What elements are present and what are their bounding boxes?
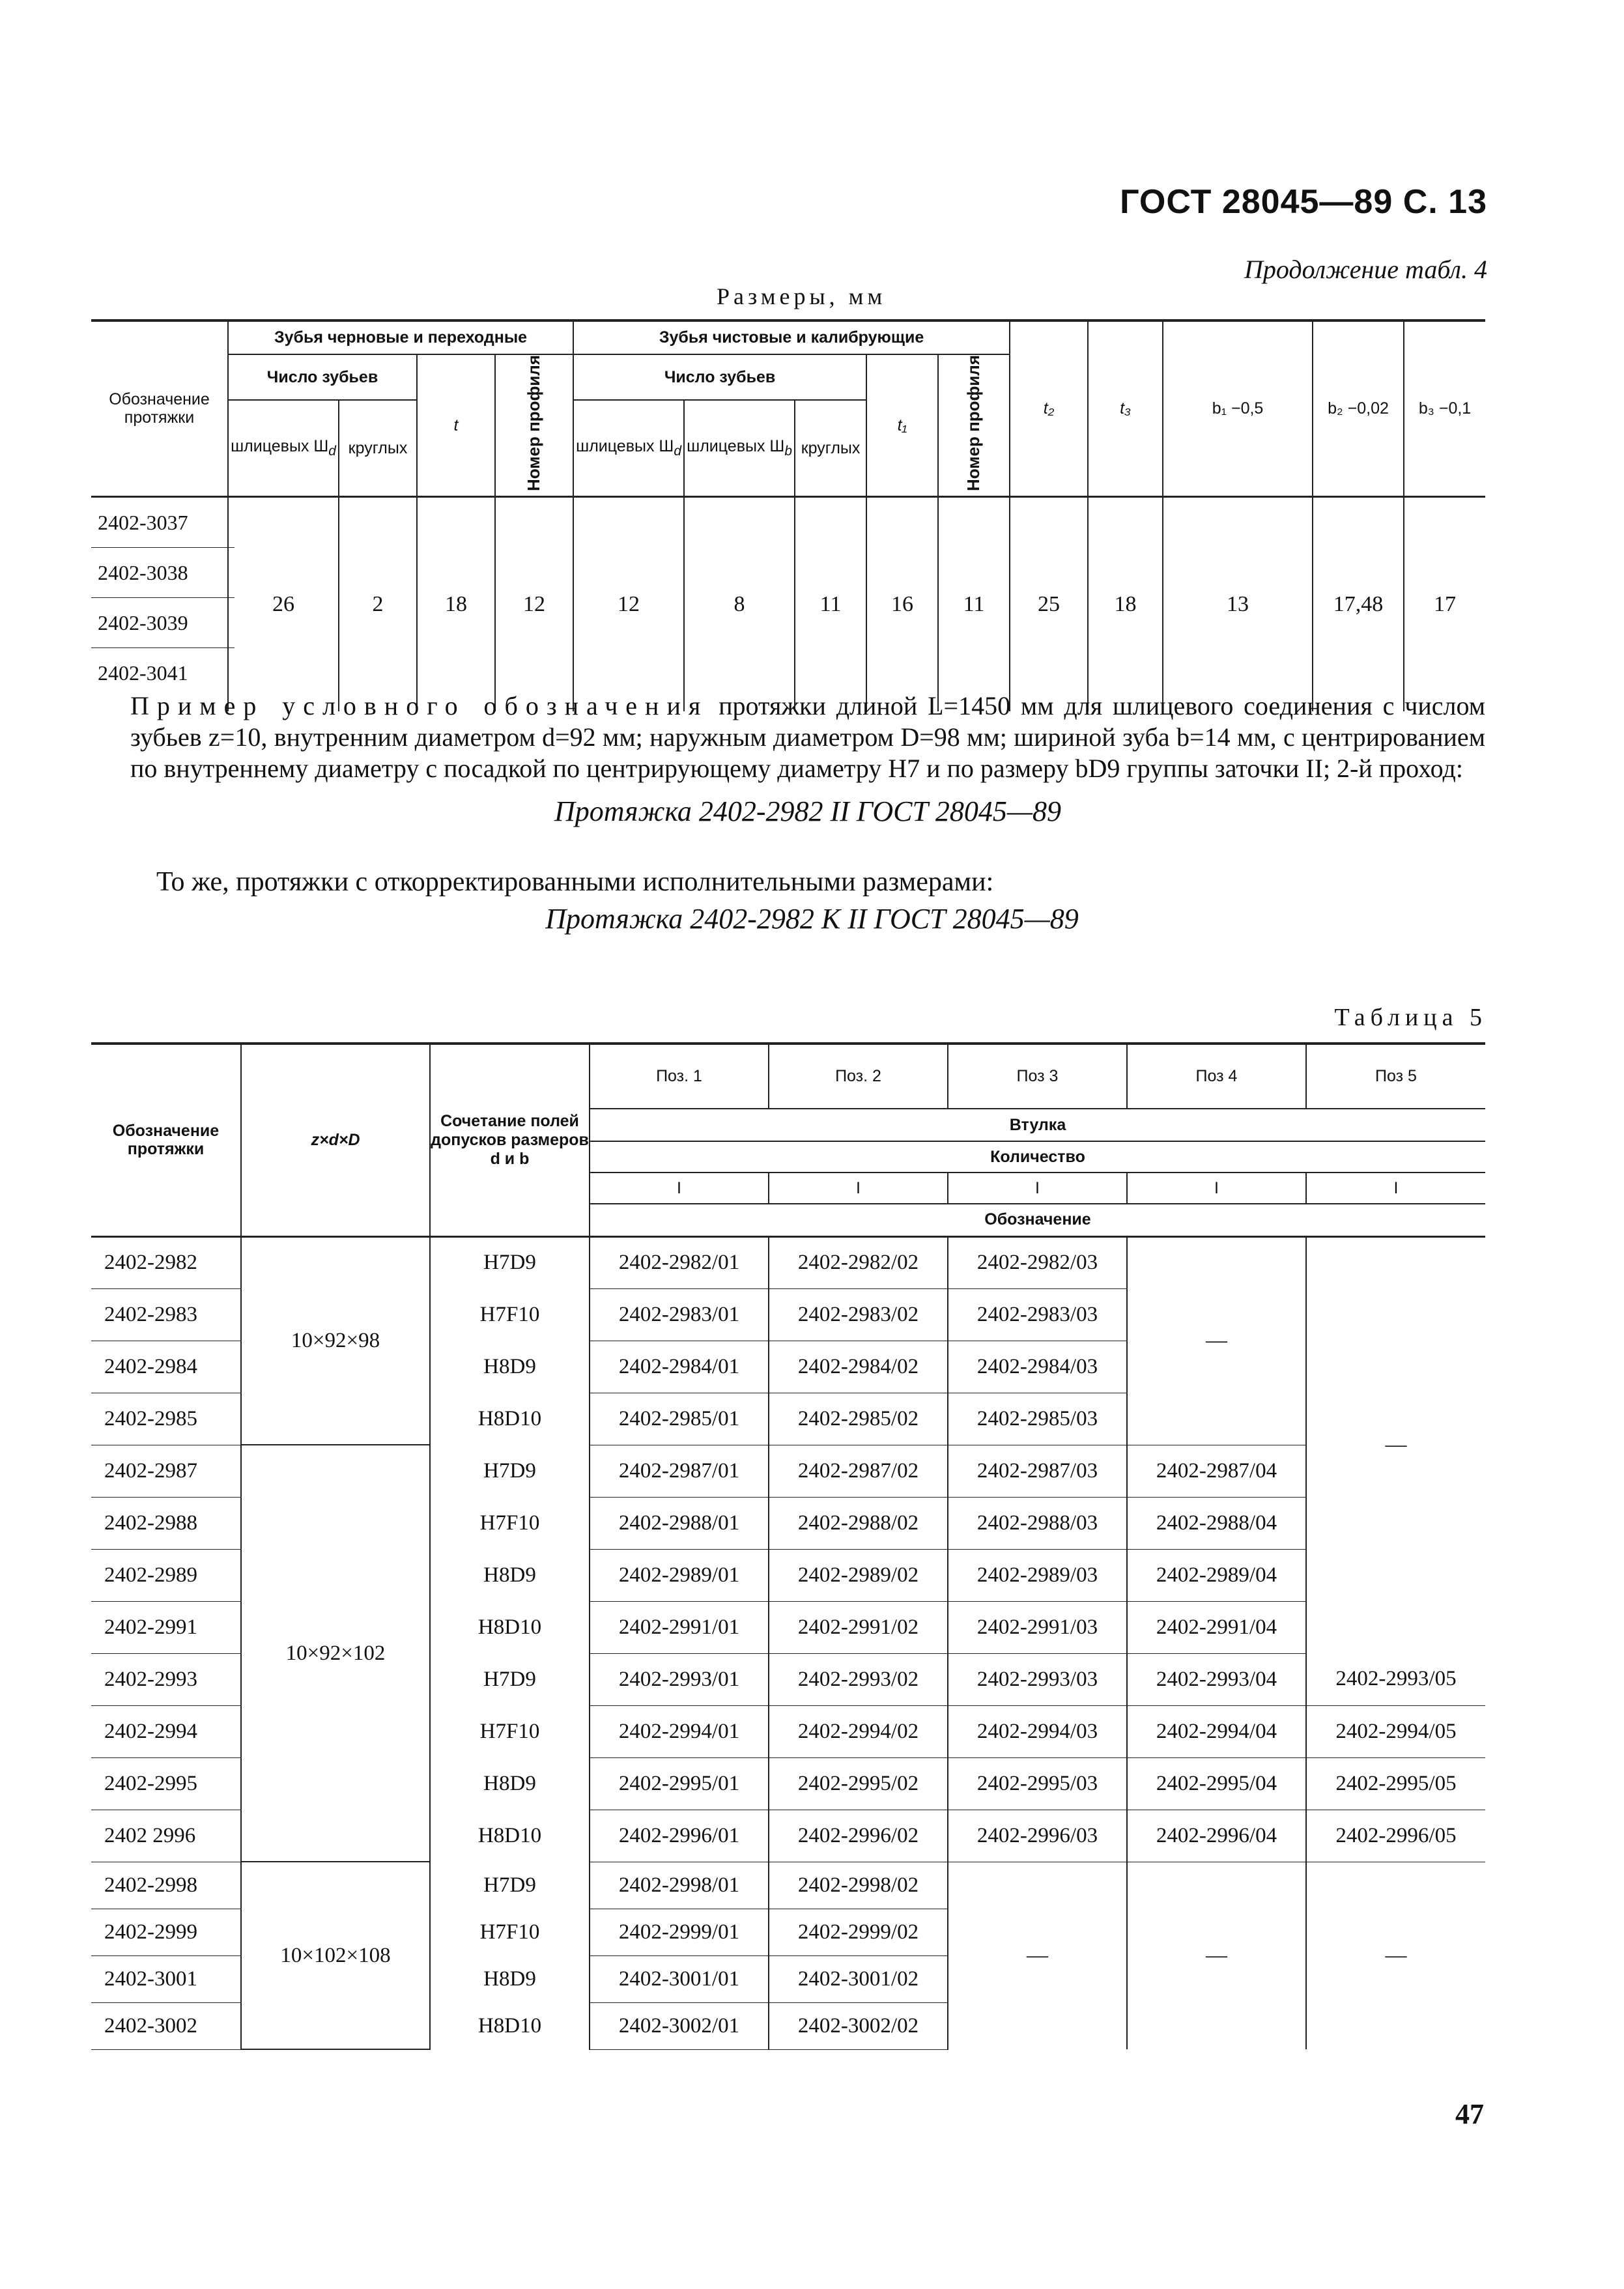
t5-row-p1: 2402-2985/01 (590, 1393, 769, 1445)
t5-row-fit: H8D10 (430, 2002, 590, 2049)
table-row (91, 1862, 1485, 1909)
t5-row-p1: 2402-2984/01 (590, 1341, 769, 1393)
t4-value: 26 (228, 496, 339, 711)
col-t1: t₁ (866, 354, 938, 496)
t4-value: 16 (866, 496, 938, 711)
t5-dash: — (948, 1862, 1127, 2049)
page-header: ГОСТ 28045—89 С. 13 (1120, 183, 1487, 221)
t5-row-fit: H8D9 (430, 1341, 590, 1393)
t5-row-p4: 2402-2994/04 (1127, 1705, 1306, 1757)
t4-code: 2402-3038 (91, 548, 235, 598)
t5-row-p1: 2402-3002/01 (590, 2002, 769, 2049)
t5-bushing: Втулка (590, 1109, 1485, 1141)
t5-row-p5: 2402-2995/05 (1306, 1757, 1485, 1810)
col-profile-no-2: Номер профиля (963, 355, 984, 492)
t5-dash: — (1127, 1236, 1306, 1445)
t5-row-code: 2402-2999 (91, 1909, 241, 1955)
teeth-count-header-2: Число зубьев (573, 354, 866, 400)
t5-row-p2: 2402-2983/02 (769, 1288, 948, 1341)
t5-row-fit: H7F10 (430, 1705, 590, 1757)
t5-row-p2: 2402-2995/02 (769, 1757, 948, 1810)
t5-pos-3: Поз 3 (948, 1044, 1127, 1109)
t5-row-code: 2402-2994 (91, 1705, 241, 1757)
t5-pos-4: Поз 4 (1127, 1044, 1306, 1109)
t4-code: 2402-3039 (91, 598, 235, 648)
t4-value: 11 (938, 496, 1010, 711)
t5-row-p4: 2402-2991/04 (1127, 1601, 1306, 1653)
t5-row-p1: 2402-2991/01 (590, 1601, 769, 1653)
t4-value: 17 (1404, 496, 1485, 711)
col-designation-header: Обозначение протяжки (91, 320, 228, 496)
t5-row-p1: 2402-2995/01 (590, 1757, 769, 1810)
table-5 (91, 1042, 1485, 2050)
t5-row-fit: H7D9 (430, 1862, 590, 1909)
t5-row-p3: 2402-2994/03 (948, 1705, 1127, 1757)
t5-col-designation: Обозначение протяжки (91, 1044, 241, 1236)
t5-row-code: 2402-2989 (91, 1549, 241, 1601)
t5-row-p2: 2402-3002/02 (769, 2002, 948, 2049)
t5-row-code: 2402-2995 (91, 1757, 241, 1810)
t5-row-p1: 2402-2988/01 (590, 1497, 769, 1549)
col-spline-d-sub: d (328, 443, 336, 459)
col-b1: b₁ −0,5 (1163, 320, 1313, 496)
t5-row-fit: H8D10 (430, 1810, 590, 1862)
t5-group-zdD: 10×92×98 (241, 1236, 430, 1445)
t5-row-p2: 2402-2991/02 (769, 1601, 948, 1653)
t5-row-fit: H7F10 (430, 1909, 590, 1955)
t5-quantity: Количество (590, 1141, 1485, 1173)
col-t: t (417, 354, 495, 496)
t5-row-code: 2402-2985 (91, 1393, 241, 1445)
t5-row-p3: 2402-2995/03 (948, 1757, 1127, 1810)
t5-row-p1: 2402-2989/01 (590, 1549, 769, 1601)
t5-row-code: 2402-2998 (91, 1862, 241, 1909)
t5-row-fit: H7F10 (430, 1497, 590, 1549)
t5-row-p2: 2402-2989/02 (769, 1549, 948, 1601)
t4-value: 12 (495, 496, 573, 711)
t5-row-fit: H7D9 (430, 1445, 590, 1497)
t5-row-p4: 2402-2987/04 (1127, 1445, 1306, 1497)
t5-row-p2: 2402-2984/02 (769, 1341, 948, 1393)
t5-pos-2: Поз. 2 (769, 1044, 948, 1109)
t4-value: 11 (795, 496, 866, 711)
t5-row-fit: H7F10 (430, 1288, 590, 1341)
t5-row-p2: 2402-3001/02 (769, 1955, 948, 2002)
table-row (91, 1445, 1485, 1497)
table-row (91, 1236, 1485, 1288)
t5-row-p3: 2402-2983/03 (948, 1288, 1127, 1341)
t5-row-fit: H8D9 (430, 1549, 590, 1601)
t5-row-code: 2402-3001 (91, 1955, 241, 2002)
t5-row-code: 2402-2993 (91, 1653, 241, 1705)
t5-row-p4: 2402-2993/04 (1127, 1653, 1306, 1705)
t5-row-p2: 2402-2994/02 (769, 1705, 948, 1757)
t5-row-fit: H7D9 (430, 1653, 590, 1705)
t5-row-p1: 2402-2982/01 (590, 1236, 769, 1288)
page-number: 47 (1455, 2098, 1484, 2130)
t5-row-p3: 2402-2993/03 (948, 1653, 1127, 1705)
t4-value: 2 (339, 496, 417, 711)
t5-row-code: 2402-2991 (91, 1601, 241, 1653)
t4-code: 2402-3041 (98, 661, 188, 685)
t5-row-code: 2402-2987 (91, 1445, 241, 1497)
t5-dash: — (1306, 1236, 1485, 1653)
t5-row-p1: 2402-3001/01 (590, 1955, 769, 2002)
t5-row-p3: 2402-2985/03 (948, 1393, 1127, 1445)
t5-row-p2: 2402-2987/02 (769, 1445, 948, 1497)
t5-row-p5: 2402-2994/05 (1306, 1705, 1485, 1757)
t5-row-p2: 2402-2996/02 (769, 1810, 948, 1862)
t5-row-p4: 2402-2995/04 (1127, 1757, 1306, 1810)
t5-row-code: 2402-2984 (91, 1341, 241, 1393)
t5-row-p4: 2402-2988/04 (1127, 1497, 1306, 1549)
t5-row-p2: 2402-2998/02 (769, 1862, 948, 1909)
example-designation-2: Протяжка 2402-2982 K II ГОСТ 28045—89 (545, 903, 1079, 935)
t5-qty: I (769, 1173, 948, 1204)
col-profile-no: Номер профиля (524, 355, 544, 492)
table-4 (91, 319, 1485, 711)
col-spline-d: шлицевых Ш (231, 436, 329, 455)
t5-row-code: 2402-2988 (91, 1497, 241, 1549)
t5-row-p3: 2402-2984/03 (948, 1341, 1127, 1393)
t4-value: 17,48 (1313, 496, 1404, 711)
example-designation: Протяжка 2402-2982 II ГОСТ 28045—89 (554, 795, 1062, 827)
t5-col-zdD: z×d×D (241, 1044, 430, 1236)
t5-row-p1: 2402-2987/01 (590, 1445, 769, 1497)
t5-row-p2: 2402-2988/02 (769, 1497, 948, 1549)
t5-row-code: 2402-2983 (91, 1288, 241, 1341)
col-spline-d2: шлицевых Ш (576, 436, 674, 455)
t5-row-p5: 2402-2996/05 (1306, 1810, 1485, 1862)
t5-designation-label: Обозначение (590, 1204, 1485, 1236)
table-continuation-note: Продолжение табл. 4 (1244, 255, 1487, 284)
example-text: протяжки длиной L=1450 мм для шлицевого соединения с числом зубьев z=10, внутренним диаметром d=92 мм; наружным диаметром D=98 мм; шириной зуба b=14 мм, с центрированием по внутреннему диаметру с посадкой по центрирующему диаметру H7 и по размеру bD9 группы заточки II; 2-й проход: (130, 691, 1486, 783)
t5-row-p1: 2402-2983/01 (590, 1288, 769, 1341)
t5-row-p4: 2402-2996/04 (1127, 1810, 1306, 1862)
t5-pos-5: Поз 5 (1306, 1044, 1485, 1109)
t5-row-fit: H8D10 (430, 1393, 590, 1445)
example-same: То же, протяжки с откорректированными исполнительными размерами: (156, 867, 994, 897)
group-finish-teeth: Зубья чистовые и калибрующие (573, 320, 1010, 354)
t5-row-p2: 2402-2985/02 (769, 1393, 948, 1445)
col-t2: t₂ (1010, 320, 1088, 496)
group-rough-teeth: Зубья черновые и переходные (228, 320, 573, 354)
t5-row-code: 2402-3002 (91, 2002, 241, 2049)
col-t3: t₃ (1088, 320, 1163, 496)
t5-row-fit: H8D9 (430, 1757, 590, 1810)
t5-qty: I (1306, 1173, 1485, 1204)
t5-row-code: 2402 2996 (91, 1810, 241, 1862)
t5-row-p1: 2402-2996/01 (590, 1810, 769, 1862)
t4-value: 8 (684, 496, 795, 711)
t5-row-p4: 2402-2989/04 (1127, 1549, 1306, 1601)
units-label: Размеры, мм (717, 283, 887, 309)
t4-value: 18 (1088, 496, 1163, 711)
t5-row-fit: H8D9 (430, 1955, 590, 2002)
t4-value: 25 (1010, 496, 1088, 711)
t4-value: 13 (1163, 496, 1313, 711)
t5-qty: I (590, 1173, 769, 1204)
t5-row-p5: 2402-2993/05 (1306, 1653, 1485, 1705)
t5-row-p3: 2402-2989/03 (948, 1549, 1127, 1601)
t5-row-p2: 2402-2982/02 (769, 1236, 948, 1288)
t5-row-code: 2402-2982 (91, 1236, 241, 1288)
t5-row-p2: 2402-2999/02 (769, 1909, 948, 1955)
t5-group-zdD: 10×102×108 (241, 1862, 430, 2049)
t5-row-p3: 2402-2996/03 (948, 1810, 1127, 1862)
t5-row-p1: 2402-2994/01 (590, 1705, 769, 1757)
t4-value: 12 (573, 496, 684, 711)
t5-qty: I (948, 1173, 1127, 1204)
t5-row-p1: 2402-2993/01 (590, 1653, 769, 1705)
col-spline-b-sub: b (784, 443, 792, 459)
t5-row-p3: 2402-2988/03 (948, 1497, 1127, 1549)
t5-qty: I (1127, 1173, 1306, 1204)
t5-row-fit: H7D9 (430, 1236, 590, 1288)
t5-row-p3: 2402-2991/03 (948, 1601, 1127, 1653)
t5-row-p3: 2402-2982/03 (948, 1236, 1127, 1288)
t5-pos-1: Поз. 1 (590, 1044, 769, 1109)
col-spline-b: шлицевых Ш (687, 436, 785, 455)
col-spline-d2-sub: d (674, 443, 681, 459)
t4-code: 2402-3037 (91, 498, 235, 548)
col-round-2: круглых (795, 400, 866, 496)
t5-dash: — (1306, 1862, 1485, 2049)
t5-row-p3: 2402-2987/03 (948, 1445, 1127, 1497)
t5-row-p1: 2402-2998/01 (590, 1862, 769, 1909)
t4-value: 18 (417, 496, 495, 711)
teeth-count-header: Число зубьев (228, 354, 417, 400)
t5-group-zdD: 10×92×102 (241, 1445, 430, 1862)
example-paragraph (130, 690, 1485, 827)
table-5-label: Таблица 5 (1334, 1004, 1487, 1031)
t5-col-fits: Сочетание полей допусков размеров d и b (430, 1044, 590, 1236)
t5-dash: — (1127, 1862, 1306, 2049)
col-b2: b₂ −0,02 (1313, 320, 1404, 496)
t5-row-fit: H8D10 (430, 1601, 590, 1653)
t5-row-p2: 2402-2993/02 (769, 1653, 948, 1705)
example-lead: Пример условного обозначения (130, 691, 709, 720)
col-round: круглых (339, 400, 417, 496)
col-b3: b₃ −0,1 (1404, 320, 1485, 496)
t5-row-p1: 2402-2999/01 (590, 1909, 769, 1955)
